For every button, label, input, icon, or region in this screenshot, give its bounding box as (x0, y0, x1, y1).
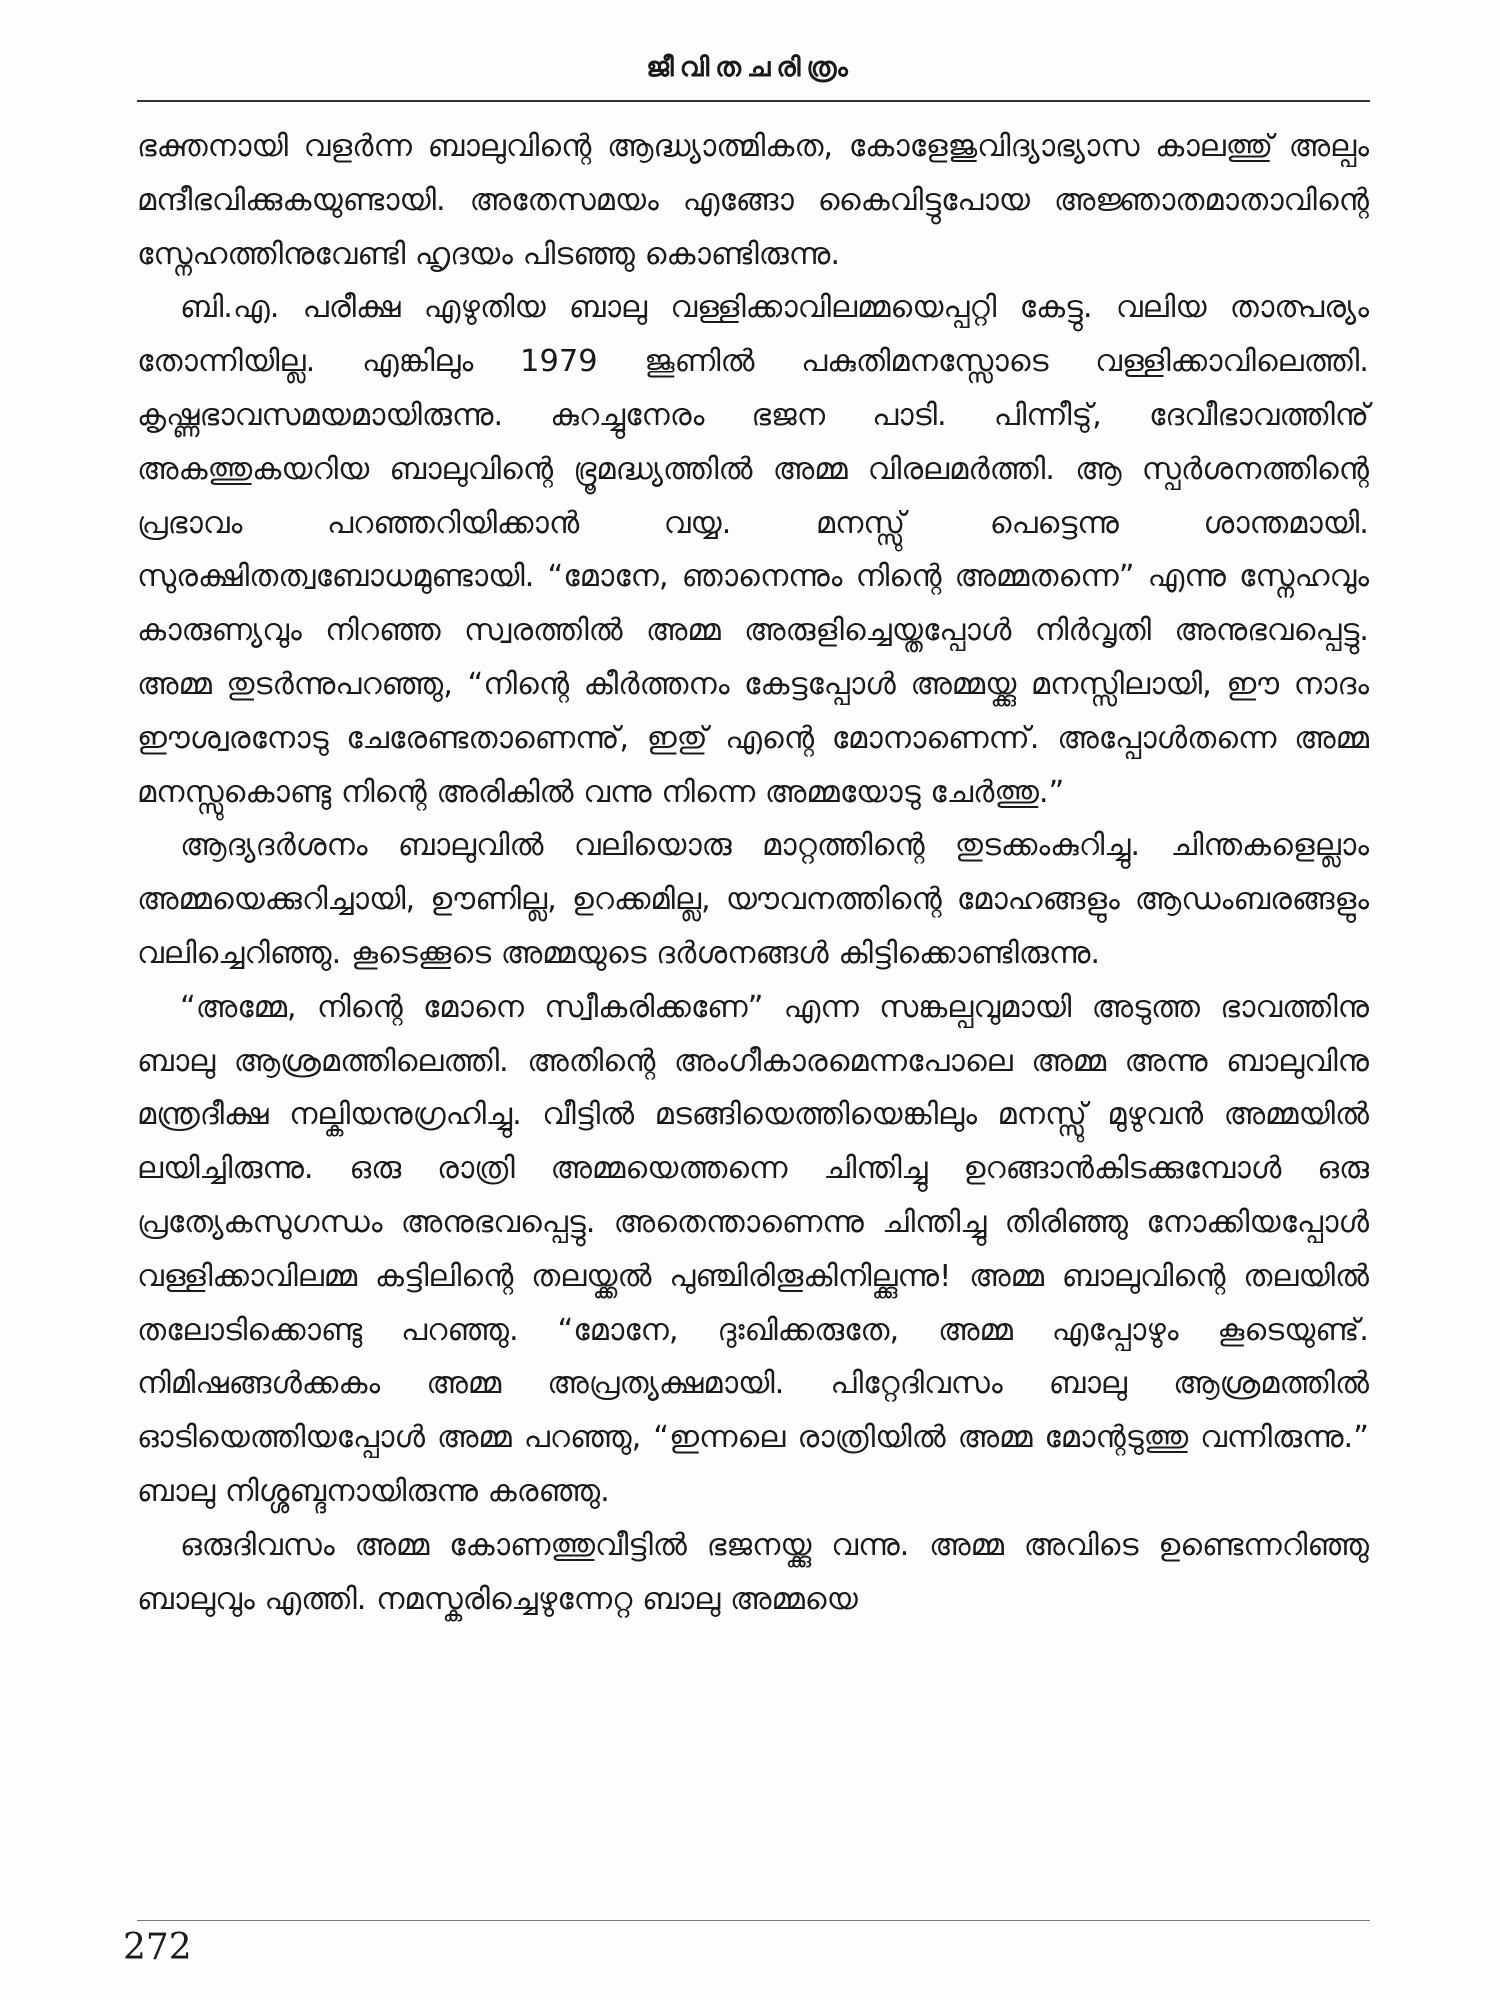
running-head: ജീവിതചരിത്രം (646, 52, 854, 83)
header-divider (137, 100, 1370, 102)
body-text (137, 120, 1369, 1626)
paragraph-5: ഒരുദിവസം അമ്മ കോണത്തുവീട്ടിൽ ഭജനയ്ക്കു വന്നു. അമ്മ അവിടെ ഉണ്ടെന്നറിഞ്ഞു ബാലുവും എത്തി. നമസ്കരിച്ചെഴുന്നേറ്റ ബാലു അമ്മയെ (137, 1527, 1369, 1617)
page-number: 272 (123, 1927, 192, 1968)
paragraph-2: ബി.എ. പരീക്ഷ എഴുതിയ ബാലു വള്ളിക്കാവിലമ്മയെപ്പറ്റി കേട്ടു. വലിയ താത്പര്യം തോന്നിയില്ല. എങ്കിലും 1979 ജൂണിൽ പകുതിമനസ്സോടെ വള്ളിക്കാവിലെത്തി. കൃഷ്ണഭാവസമയമായിരുന്നു. കുറച്ചുനേരം ഭജന പാടി. പിന്നീടു്, ദേവീഭാവത്തിനു് അകത്തുകയറിയ ബാലുവിന്റെ ഭ്രൂമദ്ധ്യത്തിൽ അമ്മ വിരലമർത്തി. ആ സ്പർശനത്തിന്റെ പ്രഭാവം പറഞ്ഞറിയിക്കാൻ വയ്യ. മനസ്സു് പെട്ടെന്നു ശാന്തമായി. സുരക്ഷിതത്വബോധമുണ്ടായി. “മോനേ, ഞാനെന്നും നിന്റെ അമ്മതന്നെ” എന്നു സ്നേഹവും കാരുണ്യവും നിറഞ്ഞ സ്വരത്തിൽ അമ്മ അരുളിച്ചെയ്തപ്പോൾ നിർവൃതി അനുഭവപ്പെട്ടു. അമ്മ തുടർന്നുപറഞ്ഞു, “നിന്റെ കീർത്തനം കേട്ടപ്പോൾ അമ്മയ്ക്കു മനസ്സിലായി, ഈ നാദം ഈശ്വരനോടു ചേരേണ്ടതാണെന്നു്, ഇതു് എന്റെ മോനാണെന്ന്. അപ്പോൾതന്നെ അമ്മ മനസ്സുകൊണ്ടു നിന്റെ അരികിൽ വന്നു നിന്നെ അമ്മയോടു ചേർത്തു.” (137, 290, 1369, 810)
paragraph-3: ആദ്യദർശനം ബാലുവിൽ വലിയൊരു മാറ്റത്തിന്റെ തുടക്കംകുറിച്ചു. ചിന്തകളെല്ലാം അമ്മയെക്കുറിച്ചായി, ഊണില്ല, ഉറക്കമില്ല, യൗവനത്തിന്റെ മോഹങ്ങളും ആഡംബരങ്ങളും വലിച്ചെറിഞ്ഞു. കൂടെക്കൂടെ അമ്മയുടെ ദർശനങ്ങൾ കിട്ടിക്കൊണ്ടിരുന്നു. (137, 828, 1369, 971)
paragraph-1: ഭക്തനായി വളർന്ന ബാലുവിന്റെ ആദ്ധ്യാത്മികത, കോളേജുവിദ്യാഭ്യാസ കാലത്തു് അല്പം മന്ദീഭവിക്കുകയുണ്ടായി. അതേസമയം എങ്ങോ കൈവിട്ടുപോയ അജ്ഞാതമാതാവിന്റെ സ്നേഹത്തിനുവേണ്ടി ഹൃദയം പിടഞ്ഞു കൊണ്ടിരുന്നു. (137, 129, 1369, 272)
footer-divider (137, 1920, 1370, 1921)
paragraph-4: “അമ്മേ, നിന്റെ മോനെ സ്വീകരിക്കണേ” എന്ന സങ്കല്പവുമായി അടുത്ത ഭാവത്തിനു ബാലു ആശ്രമത്തിലെത്തി. അതിന്റെ അംഗീകാരമെന്നപോലെ അമ്മ അന്നു ബാലുവിനു മന്ത്രദീക്ഷ നല്കിയനുഗ്രഹിച്ചു. വീട്ടിൽ മടങ്ങിയെത്തിയെങ്കിലും മനസ്സു് മുഴുവൻ അമ്മയിൽ ലയിച്ചിരുന്നു. ഒരു രാത്രി അമ്മയെത്തന്നെ ചിന്തിച്ചു ഉറങ്ങാൻകിടക്കുമ്പോൾ ഒരു പ്രത്യേകസുഗന്ധം അനുഭവപ്പെട്ടു. അതെന്താണെന്നു ചിന്തിച്ചു തിരിഞ്ഞു നോക്കിയപ്പോൾ വള്ളിക്കാവിലമ്മ കട്ടിലിന്റെ തലയ്ക്കൽ പുഞ്ചിരിതൂകിനില്ക്കുന്നു! അമ്മ ബാലുവിന്റെ തലയിൽ തലോടിക്കൊണ്ടു പറഞ്ഞു. “മോനേ, ദുഃഖിക്കരുതേ, അമ്മ എപ്പോഴും കൂടെയുണ്ട്. നിമിഷങ്ങൾക്കകം അമ്മ അപ്രത്യക്ഷമായി. പിറ്റേദിവസം ബാലു ആശ്രമത്തിൽ ഓടിയെത്തിയപ്പോൾ അമ്മ പറഞ്ഞു, “ഇന്നലെ രാത്രിയിൽ അമ്മ മോന്റടുത്തു വന്നിരുന്നു.” ബാലു നിശ്ശബ്ദനായിരുന്നു കരഞ്ഞു. (137, 989, 1369, 1509)
